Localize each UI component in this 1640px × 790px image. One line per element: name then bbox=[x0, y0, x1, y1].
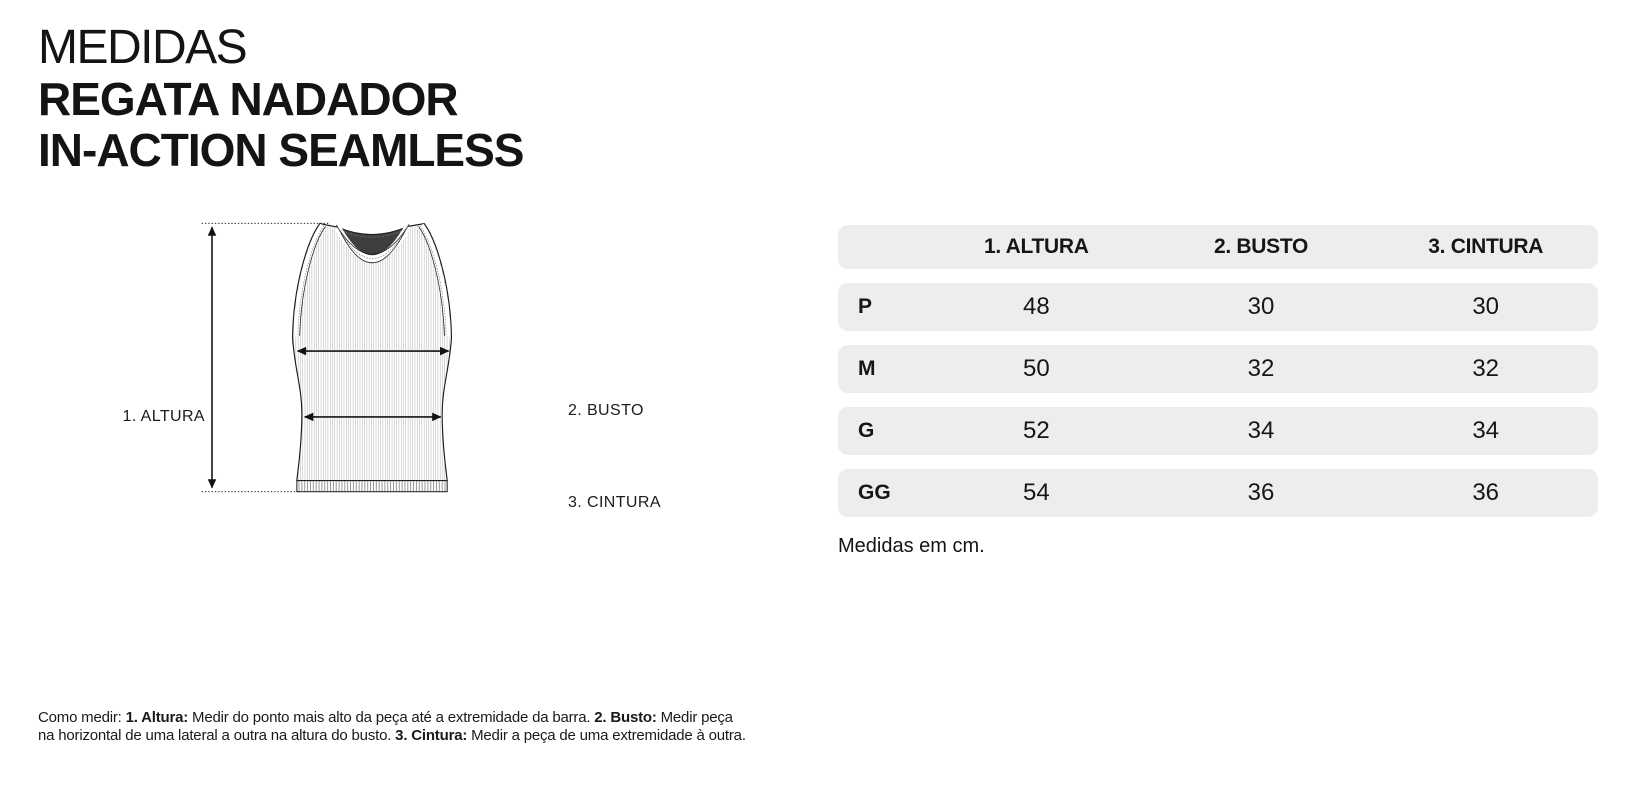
howto-altura-desc: Medir do ponto mais alto da peça até a extremidade da barra. bbox=[188, 709, 595, 726]
tank-body bbox=[293, 224, 452, 481]
hem-band bbox=[297, 481, 447, 492]
value-cell: 50 bbox=[1022, 355, 1050, 382]
page-header bbox=[38, 22, 523, 176]
units-note: Medidas em cm. bbox=[838, 535, 985, 557]
howto-cintura-desc: Medir a peça de uma extremidade à outra. bbox=[467, 726, 746, 744]
column-header-busto: 2. BUSTO bbox=[1213, 235, 1309, 258]
product-name-line2: IN-ACTION SEAMLESS bbox=[38, 124, 524, 176]
size-cell: M bbox=[858, 357, 876, 380]
value-cell: 36 bbox=[1472, 479, 1500, 506]
table-row bbox=[838, 469, 1598, 517]
howto-altura-term: 1. Altura: bbox=[125, 709, 189, 726]
howto-cintura-term: 3. Cintura: bbox=[395, 726, 468, 744]
value-cell: 32 bbox=[1472, 355, 1500, 382]
size-cell: GG bbox=[858, 481, 891, 504]
table-row bbox=[838, 407, 1598, 455]
value-cell: 52 bbox=[1022, 417, 1050, 444]
column-header-altura: 1. ALTURA bbox=[984, 235, 1089, 258]
size-table bbox=[838, 225, 1598, 531]
value-cell: 30 bbox=[1247, 293, 1275, 320]
value-cell: 32 bbox=[1247, 355, 1275, 382]
value-cell: 34 bbox=[1247, 417, 1275, 444]
size-cell: G bbox=[858, 419, 875, 442]
page-title: MEDIDAS bbox=[38, 21, 247, 74]
value-cell: 36 bbox=[1247, 479, 1275, 506]
table-row bbox=[838, 283, 1598, 331]
cintura-label: 3. CINTURA bbox=[568, 494, 661, 511]
altura-label: 1. ALTURA bbox=[122, 408, 205, 425]
howto-busto-term: 2. Busto: bbox=[594, 709, 657, 726]
value-cell: 54 bbox=[1022, 479, 1050, 506]
how-to-measure-note bbox=[38, 709, 753, 744]
busto-label: 2. BUSTO bbox=[568, 402, 644, 419]
value-cell: 30 bbox=[1472, 293, 1500, 320]
garment-illustration bbox=[190, 200, 670, 651]
howto-intro: Como medir: bbox=[38, 709, 126, 726]
table-row bbox=[838, 345, 1598, 393]
product-name-line1: REGATA NADADOR bbox=[38, 73, 458, 125]
table-header-row bbox=[838, 225, 1598, 269]
howto-busto-desc: Medir peça na horizontal de uma lateral a outra na altura do busto. bbox=[38, 709, 733, 744]
value-cell: 48 bbox=[1022, 293, 1050, 320]
column-header-cintura: 3. CINTURA bbox=[1428, 235, 1544, 258]
size-cell: P bbox=[858, 295, 873, 318]
value-cell: 34 bbox=[1472, 417, 1500, 444]
